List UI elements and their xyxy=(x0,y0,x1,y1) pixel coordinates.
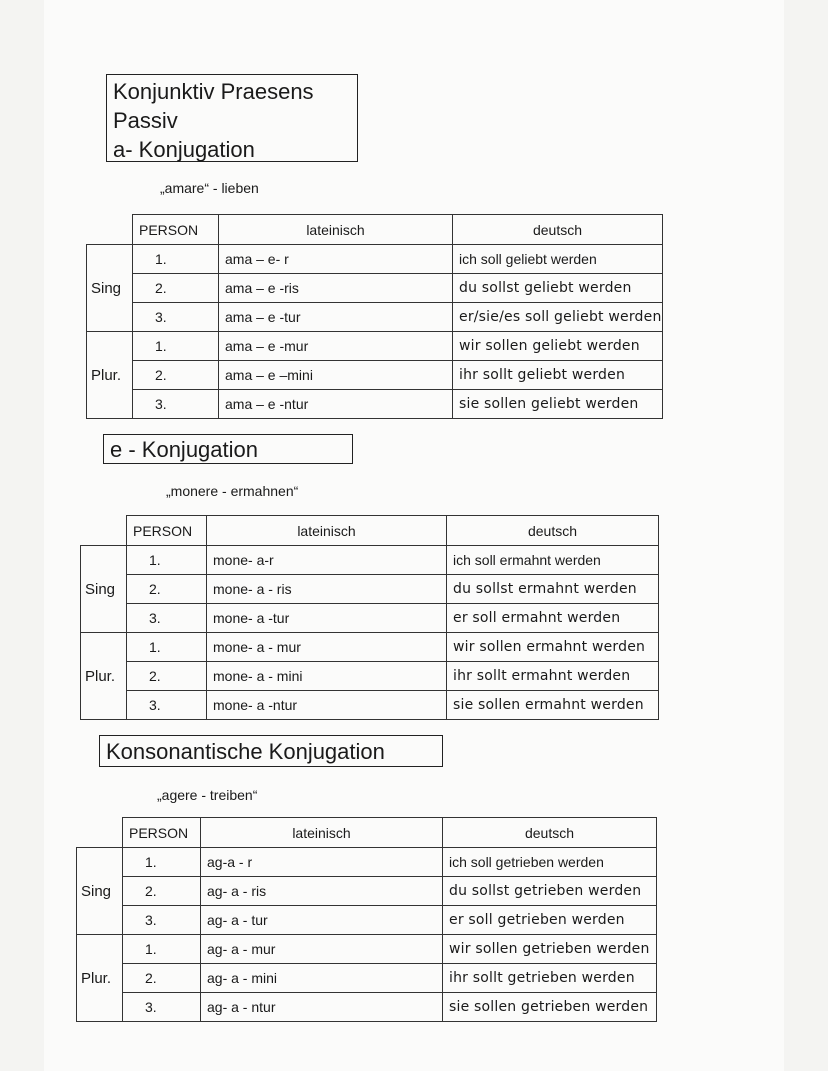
person-num: 1. xyxy=(127,546,207,575)
german-form: ich soll ermahnt werden xyxy=(447,546,659,575)
german-form: du sollst geliebt werden xyxy=(453,274,663,303)
german-form: ich soll geliebt werden xyxy=(453,245,663,274)
german-form: er/sie/es soll geliebt werden xyxy=(453,303,663,332)
latin-form: mone- a -tur xyxy=(207,604,447,633)
person-num: 2. xyxy=(123,964,201,993)
person-num: 1. xyxy=(127,633,207,662)
german-form: du sollst getrieben werden xyxy=(443,877,657,906)
german-form: ihr sollt geliebt werden xyxy=(453,361,663,390)
header-person: PERSON xyxy=(123,818,201,848)
latin-form: ama – e -mur xyxy=(219,332,453,361)
header-german: deutsch xyxy=(447,516,659,546)
person-num: 1. xyxy=(123,848,201,877)
header-german: deutsch xyxy=(453,215,663,245)
person-num: 2. xyxy=(123,877,201,906)
title-line-3: a- Konjugation xyxy=(113,137,255,162)
person-num: 3. xyxy=(133,390,219,419)
header-latin: lateinisch xyxy=(207,516,447,546)
person-num: 2. xyxy=(127,662,207,691)
latin-form: ag- a - ris xyxy=(201,877,443,906)
title-line-2: Passiv xyxy=(113,108,178,133)
german-form: ihr sollt ermahnt werden xyxy=(447,662,659,691)
person-num: 3. xyxy=(127,604,207,633)
group-sing: Sing xyxy=(87,245,133,332)
person-num: 3. xyxy=(133,303,219,332)
german-form: sie sollen geliebt werden xyxy=(453,390,663,419)
person-num: 1. xyxy=(133,332,219,361)
group-plur: Plur. xyxy=(81,633,127,720)
verb-amare: „amare“ - lieben xyxy=(160,180,259,196)
person-num: 3. xyxy=(123,993,201,1022)
person-num: 1. xyxy=(133,245,219,274)
verb-monere: „monere - ermahnen“ xyxy=(166,483,299,499)
person-num: 2. xyxy=(133,361,219,390)
latin-form: mone- a - ris xyxy=(207,575,447,604)
verb-agere: „agere - treiben“ xyxy=(157,787,258,803)
section-title-konsonantisch: Konsonantische Konjugation xyxy=(99,735,443,767)
german-form: sie sollen ermahnt werden xyxy=(447,691,659,720)
header-latin: lateinisch xyxy=(219,215,453,245)
main-title-box xyxy=(106,74,358,162)
latin-form: mone- a-r xyxy=(207,546,447,575)
conjugation-table-konsonantisch xyxy=(76,817,657,1022)
person-num: 1. xyxy=(123,935,201,964)
header-german: deutsch xyxy=(443,818,657,848)
header-person: PERSON xyxy=(127,516,207,546)
latin-form: ag- a - mini xyxy=(201,964,443,993)
latin-form: ama – e- r xyxy=(219,245,453,274)
latin-form: mone- a -ntur xyxy=(207,691,447,720)
group-sing: Sing xyxy=(77,848,123,935)
person-num: 3. xyxy=(127,691,207,720)
latin-form: ag-a - r xyxy=(201,848,443,877)
latin-form: ama – e –mini xyxy=(219,361,453,390)
section-title-e: e - Konjugation xyxy=(103,434,353,464)
latin-form: ama – e -tur xyxy=(219,303,453,332)
german-form: er soll getrieben werden xyxy=(443,906,657,935)
latin-form: ag- a - ntur xyxy=(201,993,443,1022)
german-form: ich soll getrieben werden xyxy=(443,848,657,877)
group-plur: Plur. xyxy=(77,935,123,1022)
german-form: wir sollen ermahnt werden xyxy=(447,633,659,662)
german-form: er soll ermahnt werden xyxy=(447,604,659,633)
latin-form: ag- a - tur xyxy=(201,906,443,935)
latin-form: ama – e -ris xyxy=(219,274,453,303)
person-num: 2. xyxy=(127,575,207,604)
german-form: du sollst ermahnt werden xyxy=(447,575,659,604)
german-form: ihr sollt getrieben werden xyxy=(443,964,657,993)
group-sing: Sing xyxy=(81,546,127,633)
conjugation-table-e xyxy=(80,515,659,720)
german-form: wir sollen getrieben werden xyxy=(443,935,657,964)
header-person: PERSON xyxy=(133,215,219,245)
title-line-1: Konjunktiv Praesens xyxy=(113,79,314,104)
header-latin: lateinisch xyxy=(201,818,443,848)
latin-form: mone- a - mur xyxy=(207,633,447,662)
latin-form: ama – e -ntur xyxy=(219,390,453,419)
german-form: sie sollen getrieben werden xyxy=(443,993,657,1022)
latin-form: ag- a - mur xyxy=(201,935,443,964)
german-form: wir sollen geliebt werden xyxy=(453,332,663,361)
group-plur: Plur. xyxy=(87,332,133,419)
person-num: 2. xyxy=(133,274,219,303)
person-num: 3. xyxy=(123,906,201,935)
conjugation-table-a xyxy=(86,214,663,419)
latin-form: mone- a - mini xyxy=(207,662,447,691)
